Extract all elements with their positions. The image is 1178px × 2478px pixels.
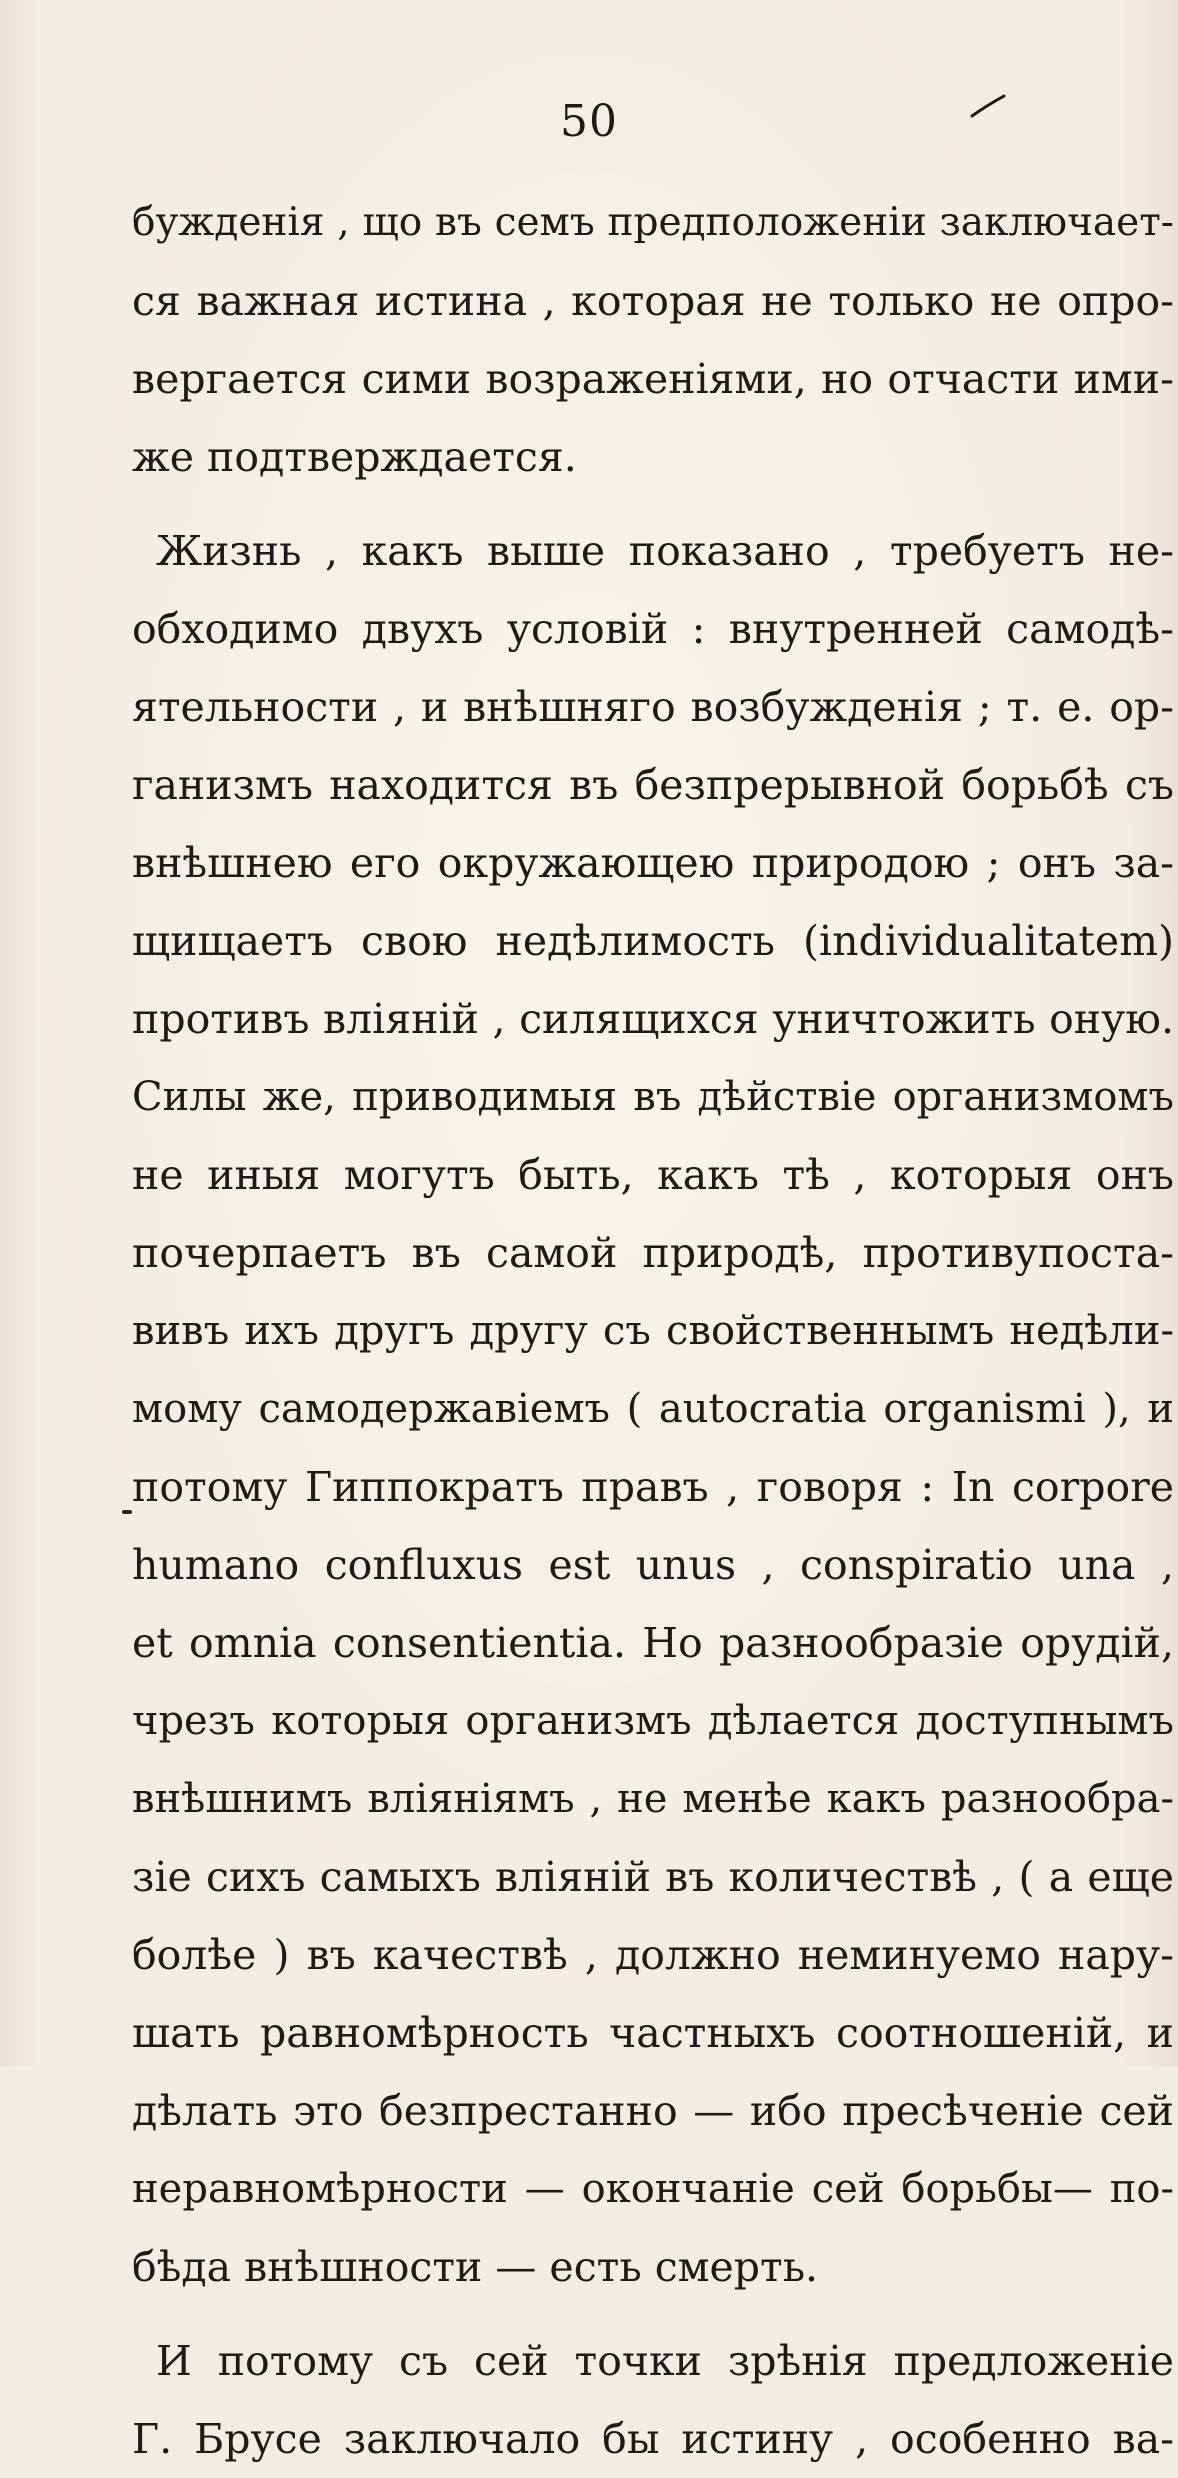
text-line: противъ вліяній , силящихся уничтожить оную. <box>132 995 1174 1043</box>
paragraph-2 <box>132 512 1174 2306</box>
text-line: шать равномѣрность частныхъ соотношеній, и <box>132 2009 1174 2057</box>
text-line: не иныя могутъ быть, какъ тѣ , которыя онъ <box>132 1151 1174 1199</box>
text-line: бужденія , що въ семъ предположеніи заключает- <box>132 200 1174 245</box>
page-number: 50 <box>560 96 618 147</box>
pen-mark-icon <box>968 92 1008 122</box>
text-line: Жизнь , какъ выше показано , требуетъ не- <box>156 527 1174 575</box>
text-line: ся важная истина , которая не только не опро- <box>132 277 1174 325</box>
text-line: вергается сими возраженіями, но отчасти ими- <box>132 355 1174 403</box>
paragraph-gap <box>132 2306 1174 2322</box>
text-line: обходимо двухъ условій : внутренней самодѣ- <box>132 605 1174 653</box>
text-line: et omnia consentientia. Но разнообразіе орудій, <box>132 1619 1174 1667</box>
text-line: внѣшнею его окружающею природою ; онъ за- <box>132 839 1174 887</box>
paragraph-1 <box>132 184 1174 496</box>
text-line: Силы же, приводимыя въ дѣйствіе организмомъ <box>132 1074 1174 1120</box>
text-line: же подтверждается. <box>132 433 577 481</box>
text-line: неравномѣрности — окончаніе сей борьбы— по- <box>132 2166 1174 2212</box>
text-line: humano confluxus est unus , conspiratio una , <box>132 1541 1174 1589</box>
text-line: бѣда внѣшности — есть смерть. <box>132 2243 819 2291</box>
text-line: зіе сихъ самыхъ вліяній въ количествѣ , ( а еще <box>132 1853 1174 1901</box>
text-line: И потому съ сей точки зрѣнія предложеніе <box>156 2337 1174 2385</box>
text-line: Г. Брусе заключало бы истину , особенно ва- <box>132 2415 1174 2463</box>
margin-mark <box>122 1510 132 1514</box>
text-line: болѣе ) въ качествѣ , должно неминуемо нару- <box>132 1931 1174 1979</box>
paragraph-3 <box>132 2322 1174 2478</box>
text-line: почерпаетъ въ самой природѣ, противупоста- <box>132 1229 1174 1277</box>
text-line: мому самодержавіемъ ( autocratia organismi ), и <box>132 1386 1174 1432</box>
text-line: ятельности , и внѣшняго возбужденія ; т. е. ор- <box>132 683 1174 731</box>
text-line: вивъ ихъ другъ другу съ свойственнымъ недѣли- <box>132 1308 1174 1354</box>
text-line: чрезъ которыя организмъ дѣлается доступнымъ <box>132 1698 1174 1744</box>
body-text <box>132 184 1174 2478</box>
text-line: щищаетъ свою недѣлимость (individualitatem) <box>132 917 1174 965</box>
text-line: потому Гиппократъ правъ , говоря : In corpore <box>132 1463 1174 1511</box>
text-line: ганизмъ находится въ безпрерывной борьбѣ съ <box>132 761 1174 809</box>
text-line: дѣлать это безпрестанно — ибо пресѣченіе сей <box>132 2087 1174 2135</box>
paragraph-gap <box>132 496 1174 512</box>
text-line: внѣшнимъ вліяніямъ , не менѣе какъ разнообра- <box>132 1776 1174 1822</box>
